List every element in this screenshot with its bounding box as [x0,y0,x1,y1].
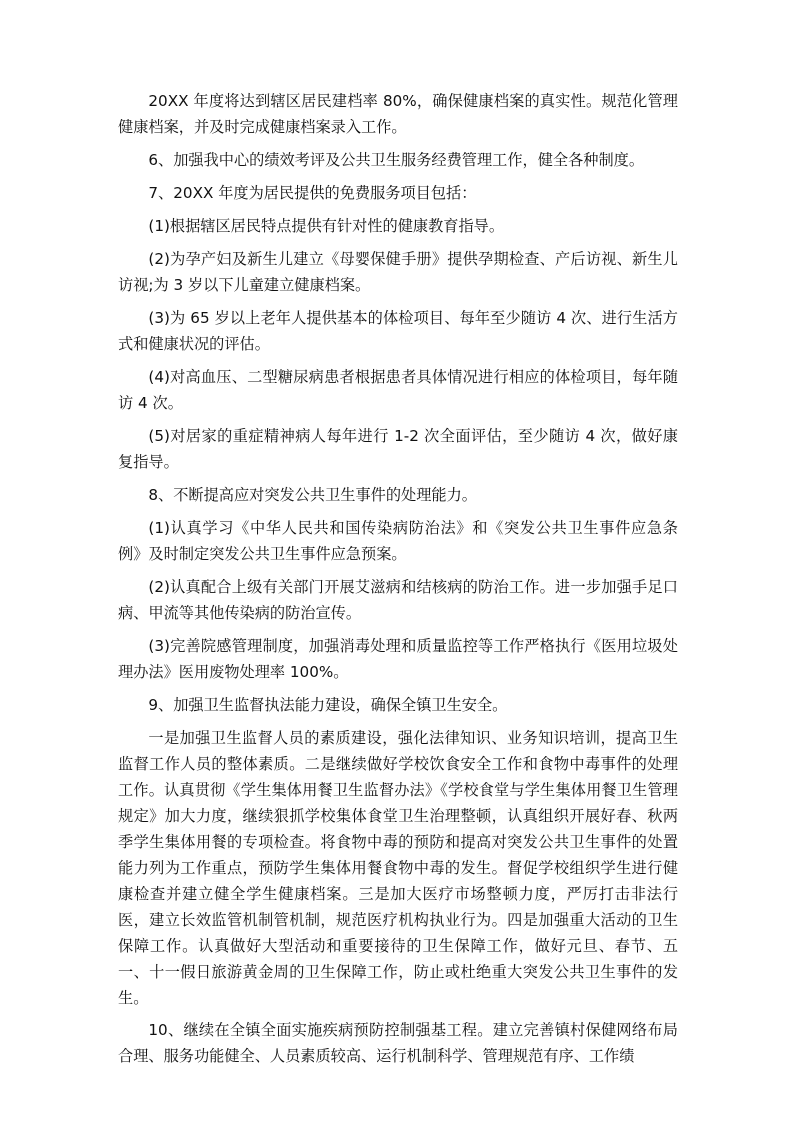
paragraph-item-7-3: (3)为 65 岁以上老年人提供基本的体检项目、每年至少随访 4 次、进行生活方式和健康状况的评估。 [118,309,678,353]
paragraph-item-10: 10、继续在全镇全面实施疾病预防控制强基工程。建立完善镇村保健网络布局合理、服务功能健全、人员素质较高、运行机制科学、管理规范有序、工作绩 [118,1021,678,1065]
paragraph-item-9-detail: 一是加强卫生监督人员的素质建设，强化法律知识、业务知识培训，提高卫生监督工作人员的整体素质。二是继续做好学校饮食安全工作和食物中毒事件的处理工作。认真贯彻《学生集体用餐卫生监督办法》《学校食堂与学生集体用餐卫生管理规定》加大力度，继续狠抓学校集体食堂卫生治理整顿，认真组织开展好春、秋两季学生集体用餐的专项检查。将食物中毒的预防和提高对突发公共卫生事件的处置能力列为工作重点，预防学生集体用餐食物中毒的发生。督促学校组织学生进行健康检查并建立健全学生健康档案。三是加大医疗市场整顿力度，严厉打击非法行医，建立长效监管机制管机制，规范医疗机构执业行为。四是加强重大活动的卫生保障工作。认真做好大型活动和重要接待的卫生保障工作，做好元旦、春节、五一、十一假日旅游黄金周的卫生保障工作，防止或杜绝重大突发公共卫生事件的发生。 [118,729,678,1007]
paragraph-health-records: 20XX 年度将达到辖区居民建档率 80%，确保健康档案的真实性。规范化管理健康档案，并及时完成健康档案录入工作。 [118,92,678,136]
paragraph-item-9: 9、加强卫生监督执法能力建设，确保全镇卫生安全。 [148,696,508,714]
paragraph-item-8: 8、不断提高应对突发公共卫生事件的处理能力。 [148,486,477,504]
paragraph-item-7-2: (2)为孕产妇及新生儿建立《母婴保健手册》提供孕期检查、产后访视、新生儿访视;为 3 岁以下儿童建立健康档案。 [118,250,678,294]
paragraph-item-8-2: (2)认真配合上级有关部门开展艾滋病和结核病的防治工作。进一步加强手足口病、甲流等其他传染病的防治宣传。 [118,578,678,622]
paragraph-item-6: 6、加强我中心的绩效考评及公共卫生服务经费管理工作，健全各种制度。 [148,151,645,169]
paragraph-item-8-3: (3)完善院感管理制度，加强消毒处理和质量监控等工作严格执行《医用垃圾处理办法》医用废物处理率 100%。 [118,637,678,681]
paragraph-item-7-1: (1)根据辖区居民特点提供有针对性的健康教育指导。 [148,217,505,235]
document-body [118,88,678,1076]
paragraph-item-7-4: (4)对高血压、二型糖尿病患者根据患者具体情况进行相应的体检项目，每年随访 4 次。 [118,368,678,412]
paragraph-item-8-1: (1)认真学习《中华人民共和国传染病防治法》和《突发公共卫生事件应急条例》及时制定突发公共卫生事件应急预案。 [118,519,678,563]
paragraph-item-7: 7、20XX 年度为居民提供的免费服务项目包括： [148,184,477,202]
paragraph-item-7-5: (5)对居家的重症精神病人每年进行 1-2 次全面评估，至少随访 4 次，做好康复指导。 [118,427,678,471]
